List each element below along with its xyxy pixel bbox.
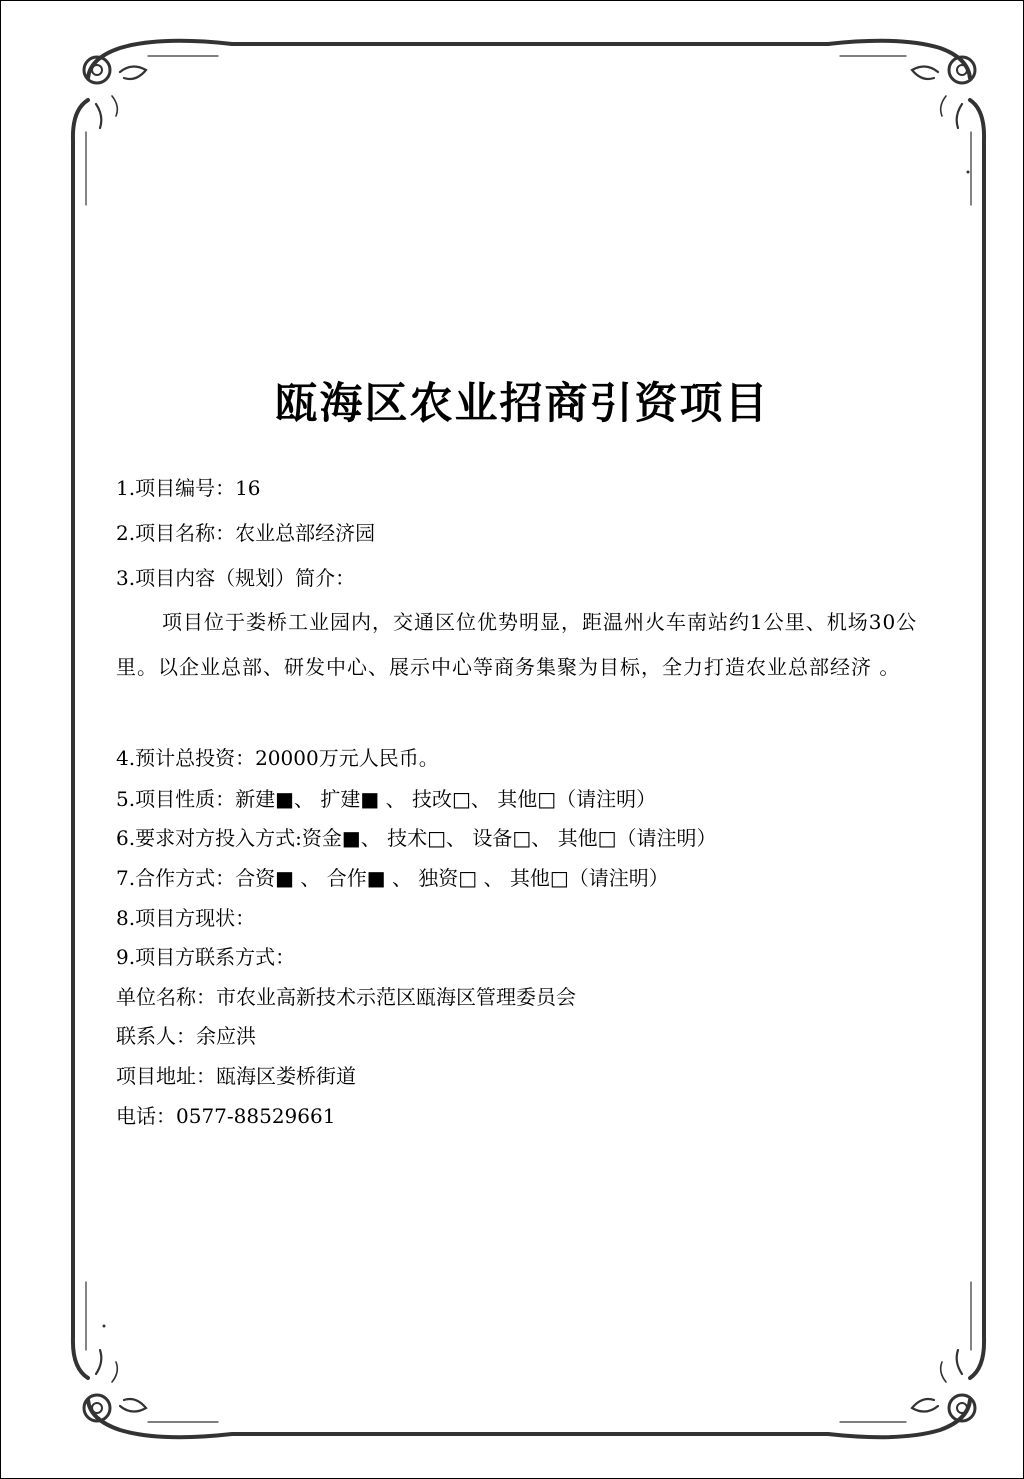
project-intro-paragraph: 项目位于娄桥工业园内，交通区位优势明显，距温州火车南站约1公里、机场30公里。以企业总部、研发中心、展示中心等商务集聚为目标，全力打造农业总部经济 。	[116, 610, 918, 679]
contact-heading: 9.项目方联系方式：	[116, 945, 296, 969]
project-number: 1.项目编号：16	[116, 476, 261, 500]
unit-name: 单位名称：市农业高新技术示范区瓯海区管理委员会	[116, 985, 576, 1009]
project-status: 8.项目方现状：	[116, 906, 256, 930]
project-address: 项目地址：瓯海区娄桥街道	[116, 1064, 356, 1088]
phone-number: 电话：0577-88529661	[116, 1104, 336, 1128]
cooperation-method: 7.合作方式：合资■ 、 合作■ 、 独资□ 、 其他□（请注明）	[116, 866, 669, 890]
document-title: 瓯海区农业招商引资项目	[274, 379, 770, 429]
investment-method: 6.要求对方投入方式:资金■、 技术□、 设备□、 其他□（请注明）	[116, 826, 717, 850]
project-name: 2.项目名称：农业总部经济园	[116, 521, 376, 545]
total-investment: 4.预计总投资：20000万元人民币。	[116, 746, 439, 770]
contact-person: 联系人：余应洪	[116, 1024, 256, 1048]
project-content-heading: 3.项目内容（规划）简介：	[116, 566, 356, 590]
project-nature: 5.项目性质：新建■、 扩建■ 、 技改□、 其他□（请注明）	[116, 787, 657, 811]
